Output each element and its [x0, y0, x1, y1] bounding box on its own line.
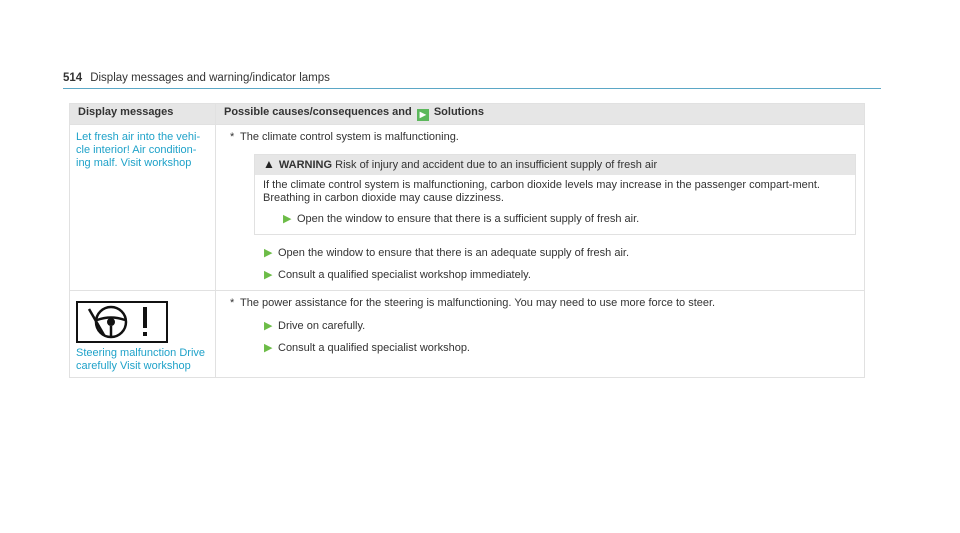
col-header-solutions-text: Solutions — [433, 106, 484, 118]
warning-title-text: Risk of injury and accident due to an insufficient supply of fresh air — [335, 159, 658, 171]
warning-body — [255, 175, 855, 234]
page-header — [63, 72, 881, 89]
message-cell — [70, 125, 216, 291]
display-messages-table — [69, 103, 865, 378]
col-header-causes — [216, 104, 865, 125]
message-cell — [70, 291, 216, 378]
causes-cell — [216, 291, 865, 378]
display-message-text: Let fresh air into the vehi-cle interior! Air condition-ing malf. Visit workshop — [76, 131, 201, 169]
solution-item — [230, 342, 856, 355]
table-row — [70, 125, 865, 291]
arrow-icon: ▶ — [283, 213, 292, 225]
solution-text: Drive on carefully. — [278, 320, 366, 332]
warning-solution-text: Open the window to ensure that there is a sufficient supply of fresh air. — [297, 213, 640, 225]
cause-text: * The power assistance for the steering is malfunctioning. You may need to use more force to steer. — [230, 297, 716, 309]
causes-cell — [216, 125, 865, 291]
page-title: Display messages and warning/indicator lamps — [90, 72, 330, 84]
solution-text: Consult a qualified specialist workshop immediately. — [278, 269, 531, 281]
table-row — [70, 291, 865, 378]
col-header-display-messages: Display messages — [70, 104, 216, 125]
cause-text-value: The climate control system is malfunctioning. — [240, 131, 459, 143]
display-message-text: Steering malfunction Drive carefully Visit workshop — [76, 347, 206, 372]
warning-title — [255, 155, 855, 175]
steering-wheel-warning-icon — [76, 301, 168, 343]
solution-item — [230, 320, 856, 333]
warning-box — [254, 154, 856, 235]
warning-body-text: If the climate control system is malfunctioning, carbon dioxide levels may increase in the passenger compart-ment. Breathing in carbon dioxide may cause dizziness. — [263, 179, 820, 204]
arrow-icon: ▶ — [417, 109, 429, 121]
warning-triangle-icon: ▲ — [263, 157, 275, 171]
solution-item — [230, 269, 856, 282]
arrow-icon: ▶ — [264, 269, 273, 281]
warning-label: WARNING — [278, 159, 333, 171]
warning-solution — [263, 213, 847, 226]
solution-item — [230, 247, 856, 260]
page-number: 514 — [63, 72, 83, 84]
solution-text: Open the window to ensure that there is an adequate supply of fresh air. — [278, 247, 630, 259]
arrow-icon: ▶ — [264, 342, 273, 354]
table-header-row — [70, 104, 865, 125]
cause-text: * The climate control system is malfunctioning. — [230, 131, 459, 143]
col-header-causes-text: Possible causes/consequences and — [224, 106, 412, 118]
cause-text-value: The power assistance for the steering is malfunctioning. You may need to use more force to steer. — [240, 297, 716, 309]
arrow-icon: ▶ — [264, 320, 273, 332]
arrow-icon: ▶ — [264, 247, 273, 259]
solution-text: Consult a qualified specialist workshop. — [278, 342, 470, 354]
